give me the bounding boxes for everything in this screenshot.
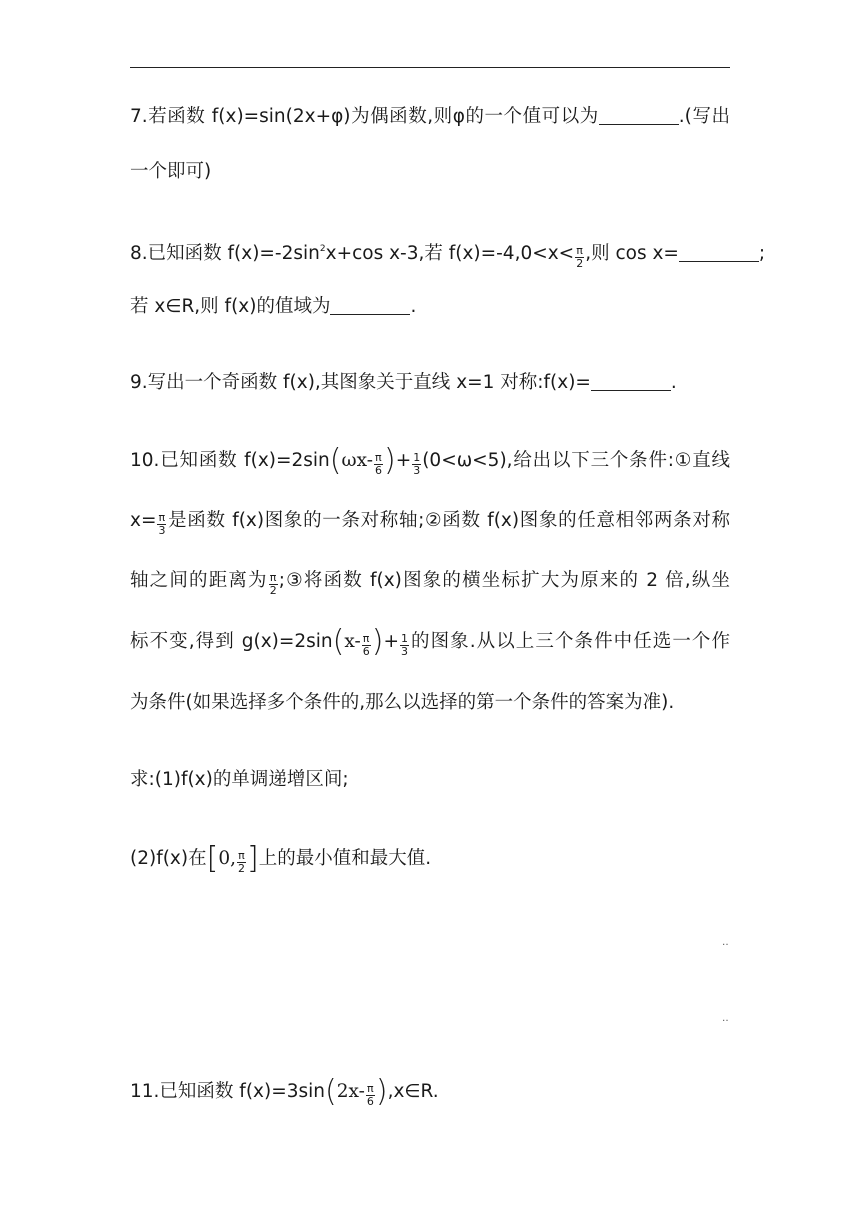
q10-line-5: 为条件(如果选择多个条件的,那么以选择的第一个条件的答案为准). (130, 692, 675, 713)
right-paren: ) (375, 1074, 388, 1109)
fraction: $\frac{1}{3}$ (400, 632, 408, 658)
right-paren: ) (383, 443, 396, 478)
answer-blank[interactable] (679, 243, 759, 262)
q11-line: 11.已知函数 f(x)=3sin(2x- $\frac{\pi}{6}$ ),x∈R. (130, 1074, 439, 1109)
q7-line-1: 7.若函数 f(x)=sin(2x+φ)为偶函数,则φ的一个值可以为 .(写出 (130, 106, 730, 127)
left-paren: ( (329, 443, 342, 478)
answer-blank[interactable] (591, 372, 671, 391)
fraction: $\frac{\pi}{6}$ (374, 451, 382, 477)
q10-line-1: 10.已知函数 f(x)=2sin(ωx- $\frac{\pi}{6}$ )+ $\frac{1}{3}$ (0<ω<5),给出以下三个条件:①直线 (130, 443, 730, 478)
scan-mark: ‥ (722, 937, 730, 948)
scan-mark: ‥ (722, 1013, 730, 1024)
q10-line-2: x= $\frac{\pi}{3}$ 是函数 f(x)图象的一条对称轴;②函数 f(x)图象的任意相邻两条对称 (130, 510, 730, 537)
q8-line-2: 若 x∈R,则 f(x)的值域为 . (130, 296, 417, 317)
q10-line-6: 求:(1)f(x)的单调递增区间; (130, 769, 349, 790)
q8-line-1: 8.已知函数 $f(x)=-2\sin^2x+\cos$ x-3,若 f(x)=-4,0<x< $\frac{\pi}{2}$ ,则 cos x= ; (130, 243, 766, 270)
fraction: $\frac{\pi}{3}$ (158, 511, 166, 537)
fraction: $\frac{\pi}{2}$ (269, 571, 277, 597)
fraction: $\frac{1}{3}$ (413, 451, 421, 477)
fraction: $\frac{\pi}{6}$ (366, 1082, 374, 1108)
answer-blank[interactable] (330, 296, 410, 315)
fraction: $\frac{\pi}{2}$ (576, 244, 584, 270)
right-bracket: ] (246, 841, 259, 876)
fraction: $\frac{\pi}{2}$ (237, 849, 245, 875)
left-bracket: [ (206, 841, 219, 876)
answer-blank[interactable] (599, 106, 679, 125)
q10-line-7: (2)f(x)在[0, $\frac{\pi}{2}$ ]上的最小值和最大值. (130, 841, 432, 876)
left-paren: ( (324, 1074, 337, 1109)
right-paren: ) (371, 624, 384, 659)
q9-line: 9.写出一个奇函数 f(x),其图象关于直线 x=1 对称:f(x)= . (130, 372, 677, 393)
left-paren: ( (332, 624, 345, 659)
fraction: $\frac{\pi}{6}$ (362, 632, 370, 658)
q7-line-2: 一个即可) (130, 161, 212, 182)
header-rule (130, 67, 730, 68)
q10-line-3: 轴之间的距离为 $\frac{\pi}{2}$ ;③将函数 f(x)图象的横坐标扩大为原来的 2 倍,纵坐 (130, 570, 730, 597)
q10-line-4: 标不变,得到 g(x)=2sin(x- $\frac{\pi}{6}$ )+ $\frac{1}{3}$ 的图象.从以上三个条件中任选一个作 (130, 624, 730, 659)
